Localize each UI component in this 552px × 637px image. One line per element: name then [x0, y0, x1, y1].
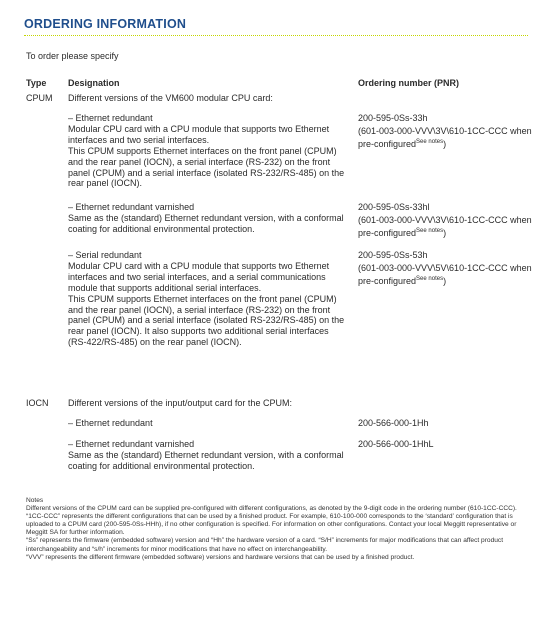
column-header-designation: Designation: [68, 78, 120, 88]
variant-text: Same as the (standard) Ethernet redundant version, with a conformal coating for additional environmental protection.: [68, 212, 344, 234]
type-description-iocn: Different versions of the input/output card for the CPUM:: [68, 398, 292, 408]
see-notes-ref: See notes: [416, 138, 444, 145]
column-header-type: Type: [26, 78, 47, 88]
variant-name: – Ethernet redundant: [68, 113, 153, 123]
pnr-code: 200-595-0Ss-33hl: [358, 202, 430, 212]
iocn-ethernet-redundant-pnr: [358, 418, 538, 431]
pnr-code: 200-566-000-1HhL: [358, 439, 434, 449]
pnr-config: (601-003-000-VVV\3V\610-1CC-CCC when pre-configured$^{See notes}$): [358, 214, 532, 238]
pnr-config: (601-003-000-VVV\3V\610-1CC-CCC when pre-configured$^{See notes}$): [358, 125, 532, 149]
variant-text: This CPUM supports Ethernet interfaces on the front panel (CPUM) and the rear panel (IOCN), a serial interface (RS-232) on the front panel (CPUM) and a serial interface (isolated RS-232/RS-485) on the rear panel (IOCN).: [68, 145, 345, 189]
cpum-serial-redundant-designation: [68, 250, 350, 348]
pnr-code: 200-566-000-1Hh: [358, 418, 429, 428]
pnr-config: (601-003-000-VVV\5V\610-1CC-CCC when pre-configured$^{See notes}$): [358, 262, 532, 286]
note-line: Different versions of the CPUM card can be supplied pre-configured with different configurations, as denoted by the 9-digit code in the ordering number (610-1CC-CCC).: [26, 505, 517, 513]
note-line: “Ss” represents the firmware (embedded software) version and “Hh” the hardware version of a card. “S/H” increments for major modifications that can affect product interchangeability and “s/h” increments for minor modifications that have no effect on interchangeability.: [26, 537, 504, 553]
variant-name: – Ethernet redundant: [68, 418, 153, 428]
pnr-code: 200-595-0Ss-53h: [358, 250, 428, 260]
variant-name: – Ethernet redundant varnished: [68, 202, 195, 212]
cpum-serial-redundant-pnr: [358, 250, 538, 287]
variant-text: Modular CPU card with a CPU module that supports two Ethernet interfaces and two serial interfaces, and a serial communications module that supports additional serial interfaces.: [68, 260, 330, 293]
iocn-ethernet-redundant-varnished-pnr: [358, 439, 538, 452]
type-code-cpum: CPUM: [26, 93, 53, 103]
title-divider: [24, 35, 528, 36]
cpum-ethernet-redundant-varnished-designation: [68, 202, 350, 235]
variant-name: – Ethernet redundant varnished: [68, 439, 195, 449]
variant-text: Modular CPU card with a CPU module that supports two Ethernet interfaces and two serial interfaces.: [68, 123, 330, 145]
see-notes-ref: See notes: [416, 227, 444, 234]
intro-text: To order please specify: [26, 51, 119, 61]
variant-text: This CPUM supports Ethernet interfaces on the front panel (CPUM) and the rear panel (IOCN), a serial interface (RS-232) on the front panel (CPUM) and a serial interface (isolated RS-232/RS-485) on the rear panel (IOCN). It also supports two additional serial interfaces: [68, 293, 345, 337]
type-code-iocn: IOCN: [26, 398, 49, 408]
pnr-code: 200-595-0Ss-33h: [358, 113, 428, 123]
note-line: “1CC-CCC” represents the different configurations that can be used by a finished product. For example, 610-100-000 corresponds to the ‘standard’ configuration that is uploaded to a CPUM card (200-595-0Ss-HHh), if no other configuration is specified. For information on other configurations. Contact your local Meggitt representative or Meggitt SA for further information.: [26, 513, 517, 537]
cpum-ethernet-redundant-pnr: [358, 113, 538, 150]
cpum-ethernet-redundant-varnished-pnr: [358, 202, 538, 239]
page-title: ORDERING INFORMATION: [24, 17, 187, 31]
see-notes-ref: See notes: [416, 275, 444, 282]
iocn-ethernet-redundant-varnished-designation: [68, 439, 350, 472]
variant-name: – Serial redundant: [68, 250, 142, 260]
cpum-ethernet-redundant-designation: [68, 113, 350, 189]
notes-section: [26, 497, 528, 562]
variant-text: Same as the (standard) Ethernet redundant version, with a conformal coating for additional environmental protection.: [68, 449, 344, 471]
note-line: “VVV” represents the different firmware (embedded software) versions and hardware versions that can be used by a finished product.: [26, 553, 415, 561]
type-description-cpum: Different versions of the VM600 modular CPU card:: [68, 93, 273, 103]
column-header-pnr: Ordering number (PNR): [358, 78, 460, 88]
iocn-ethernet-redundant-designation: [68, 418, 350, 429]
variant-text: (RS-422/RS-485) on the rear panel (IOCN).: [68, 337, 242, 348]
notes-heading: Notes: [26, 497, 44, 504]
